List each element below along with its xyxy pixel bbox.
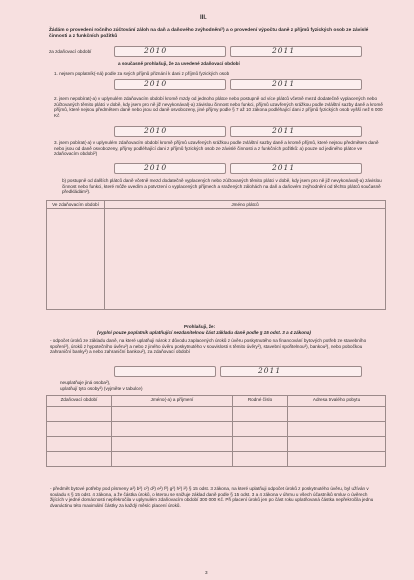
declare2-field-1[interactable] <box>114 366 216 377</box>
persons-cell[interactable] <box>233 452 288 467</box>
payer-col-name: Jméno plátců <box>105 201 386 209</box>
payer-table <box>46 200 386 310</box>
declare2-after: neuplatňuje jiná osoba²), <box>60 380 111 385</box>
persons-cell[interactable] <box>47 422 112 437</box>
item3a-text: 3. jsem pobírat(-a) v uplynulém zdaňovacím období kromě příjmů uzavřených srážkou podle zvláštní sazby daně a kromě příjmů, které nejsou předmětem daně nebo jsou od daně osvobozeny, příjmy podléhající dani z příjmů fyzických osob ze závislé činnosti a z funkčních požitků: a) pouze od jediného plátce ve zdaňovacím období²) <box>54 140 379 157</box>
persons-cell[interactable] <box>112 437 233 452</box>
period-label: za zdaňovací období <box>49 49 92 54</box>
persons-cell[interactable] <box>47 437 112 452</box>
persons-cell[interactable] <box>288 422 386 437</box>
persons-col-address: Adresa trvalého pobytu <box>288 396 386 407</box>
persons-table <box>46 395 386 467</box>
period-field-1[interactable] <box>114 46 226 57</box>
item3a-field-1[interactable] <box>114 163 226 174</box>
item3b-text: b) postupně od dalších plátců daně včetně mezd dodatečně vyplacených nebo zúčtovaných těmito plátci v době, kdy jsem pro ně již nevykonával(-a) závislou činnost nebo funkci, které může uvedím a potvrzení o vyplacených příjmech a sražených zálohách na daň a daňovém zvýhodnění od těchto plátců současně předkládám²). <box>62 178 382 195</box>
item2-field-1[interactable] <box>114 126 226 137</box>
persons-cell[interactable] <box>47 407 112 422</box>
declare2-value: 2011 <box>258 366 282 375</box>
item2-value-1: 2010 <box>144 126 168 135</box>
declare2-after2: uplatňují tyto osoby²) (vyjměte v tabulce) <box>60 386 143 391</box>
persons-cell[interactable] <box>112 407 233 422</box>
persons-cell[interactable] <box>288 437 386 452</box>
item3a-value-2: 2011 <box>272 163 296 172</box>
persons-cell[interactable] <box>288 407 386 422</box>
item2-text: 2. jsem nepobírat(-a) v uplynulém zdaňovacím období kromě mzdy od jednoho plátce nebo postupně od více plátců včetně mezd dodatečně vyplacených nebo zúčtovaných těmito plátci v době, kdy jsem pro ně již nevykonával(-a) závislou činnost nebo funkci, příjmů uzavřených srážkou podle zvláštní sazby daně a kromě příjmů, které nejsou předmětem daně nebo jsou od daně osvobozeny, jiné příjmy podle § 7 až 10 zákona podléhající dani z příjmů fyzických osob vyšší než 6 000 Kč <box>54 96 383 118</box>
declare-line: a současně prohlašuji, že za uvedené zdaňovací období <box>118 61 240 66</box>
form-heading: Žádám o provedení ročního zúčtování záloh na daň a daňového zvýhodnění²) a o provedení výpočtu daně z příjmů fyzických osob ze závislé činnosti a z funkčních požitků <box>49 28 369 39</box>
payer-cell-period[interactable] <box>47 209 105 310</box>
persons-cell[interactable] <box>288 452 386 467</box>
footer-text: - předmět bytové potřeby pod písmeny a²) b²) c²) d²) e²) f²) g²) h²) i²) § 15 odst. 3 zákona, na které uplatňuji odpočet úroků z poskytnutého úvěru, byl užíván v souladu s § 15 odst. 4 zákona, a že částka úroků, o kterou se snižuje základ daně podle § 15 odst. 3 a 4 zákona v úhrnu u všech účastníků smluv o úvěrech žijících v jedné domácnosti nepřekročila v uplynulém zdaňovacím období 300 000 Kč. Při placení úroků jen po část roku uplatňovaná částka nepřekročila jednu dvanáctinu této maximální částky za každý měsíc placení úroků. <box>50 486 374 508</box>
page-number: 3 <box>205 570 208 575</box>
item1-value-1: 2010 <box>144 79 168 88</box>
persons-cell[interactable] <box>112 422 233 437</box>
persons-col-rc: Rodné číslo <box>233 396 288 407</box>
item1-field-1[interactable] <box>114 79 226 90</box>
persons-cell[interactable] <box>112 452 233 467</box>
period-value-1: 2010 <box>144 46 168 55</box>
item3a-field-2[interactable] <box>230 163 362 174</box>
declare2-sub: (vyplní pouze poplatník uplatňující nezdanitelnou část základu daně podle § 15 odst. 3 a 4 zákona) <box>97 330 311 335</box>
item1-text: 1. nejsem poplatník(-ná) podle za svých příjmů přiznání k dani z příjmů fyzických osob <box>54 71 230 76</box>
persons-cell[interactable] <box>233 437 288 452</box>
item2-value-2: 2011 <box>272 126 296 135</box>
item3a-value-1: 2010 <box>144 163 168 172</box>
persons-col-period: Zdaňovací období <box>47 396 112 407</box>
declare2-title: Prohlašuji, že: <box>184 324 216 329</box>
declare2-text: - odpočet úroků ze základu daně, na které uplatňuji nárok z důvodu zaplacených úroků z úvěru poskytnutého na financování bytových potřeb ze stavebního spoření²), úroků z hypotečního úvěru²) a nebo z jiného úvěru poskytnutého v souvislosti s těmito úvěry²), stavební spořitelnou²), bankou²), nebo pobočkou zahraniční banky²) a nebo zahraniční bankou²), za zdaňovací období <box>50 338 367 355</box>
item1-value-2: 2011 <box>272 79 296 88</box>
item1-field-2[interactable] <box>230 79 362 90</box>
period-field-2[interactable] <box>230 46 362 57</box>
declare2-field-2[interactable] <box>220 366 362 377</box>
persons-cell[interactable] <box>47 452 112 467</box>
payer-cell-name[interactable] <box>105 209 386 310</box>
persons-cell[interactable] <box>233 422 288 437</box>
period-value-2: 2011 <box>272 46 296 55</box>
persons-col-name: Jméno(-a) a příjmení <box>112 396 233 407</box>
section-number: III. <box>200 15 207 21</box>
persons-cell[interactable] <box>233 407 288 422</box>
payer-col-period: Ve zdaňovacím období <box>47 201 105 209</box>
item2-field-2[interactable] <box>230 126 362 137</box>
